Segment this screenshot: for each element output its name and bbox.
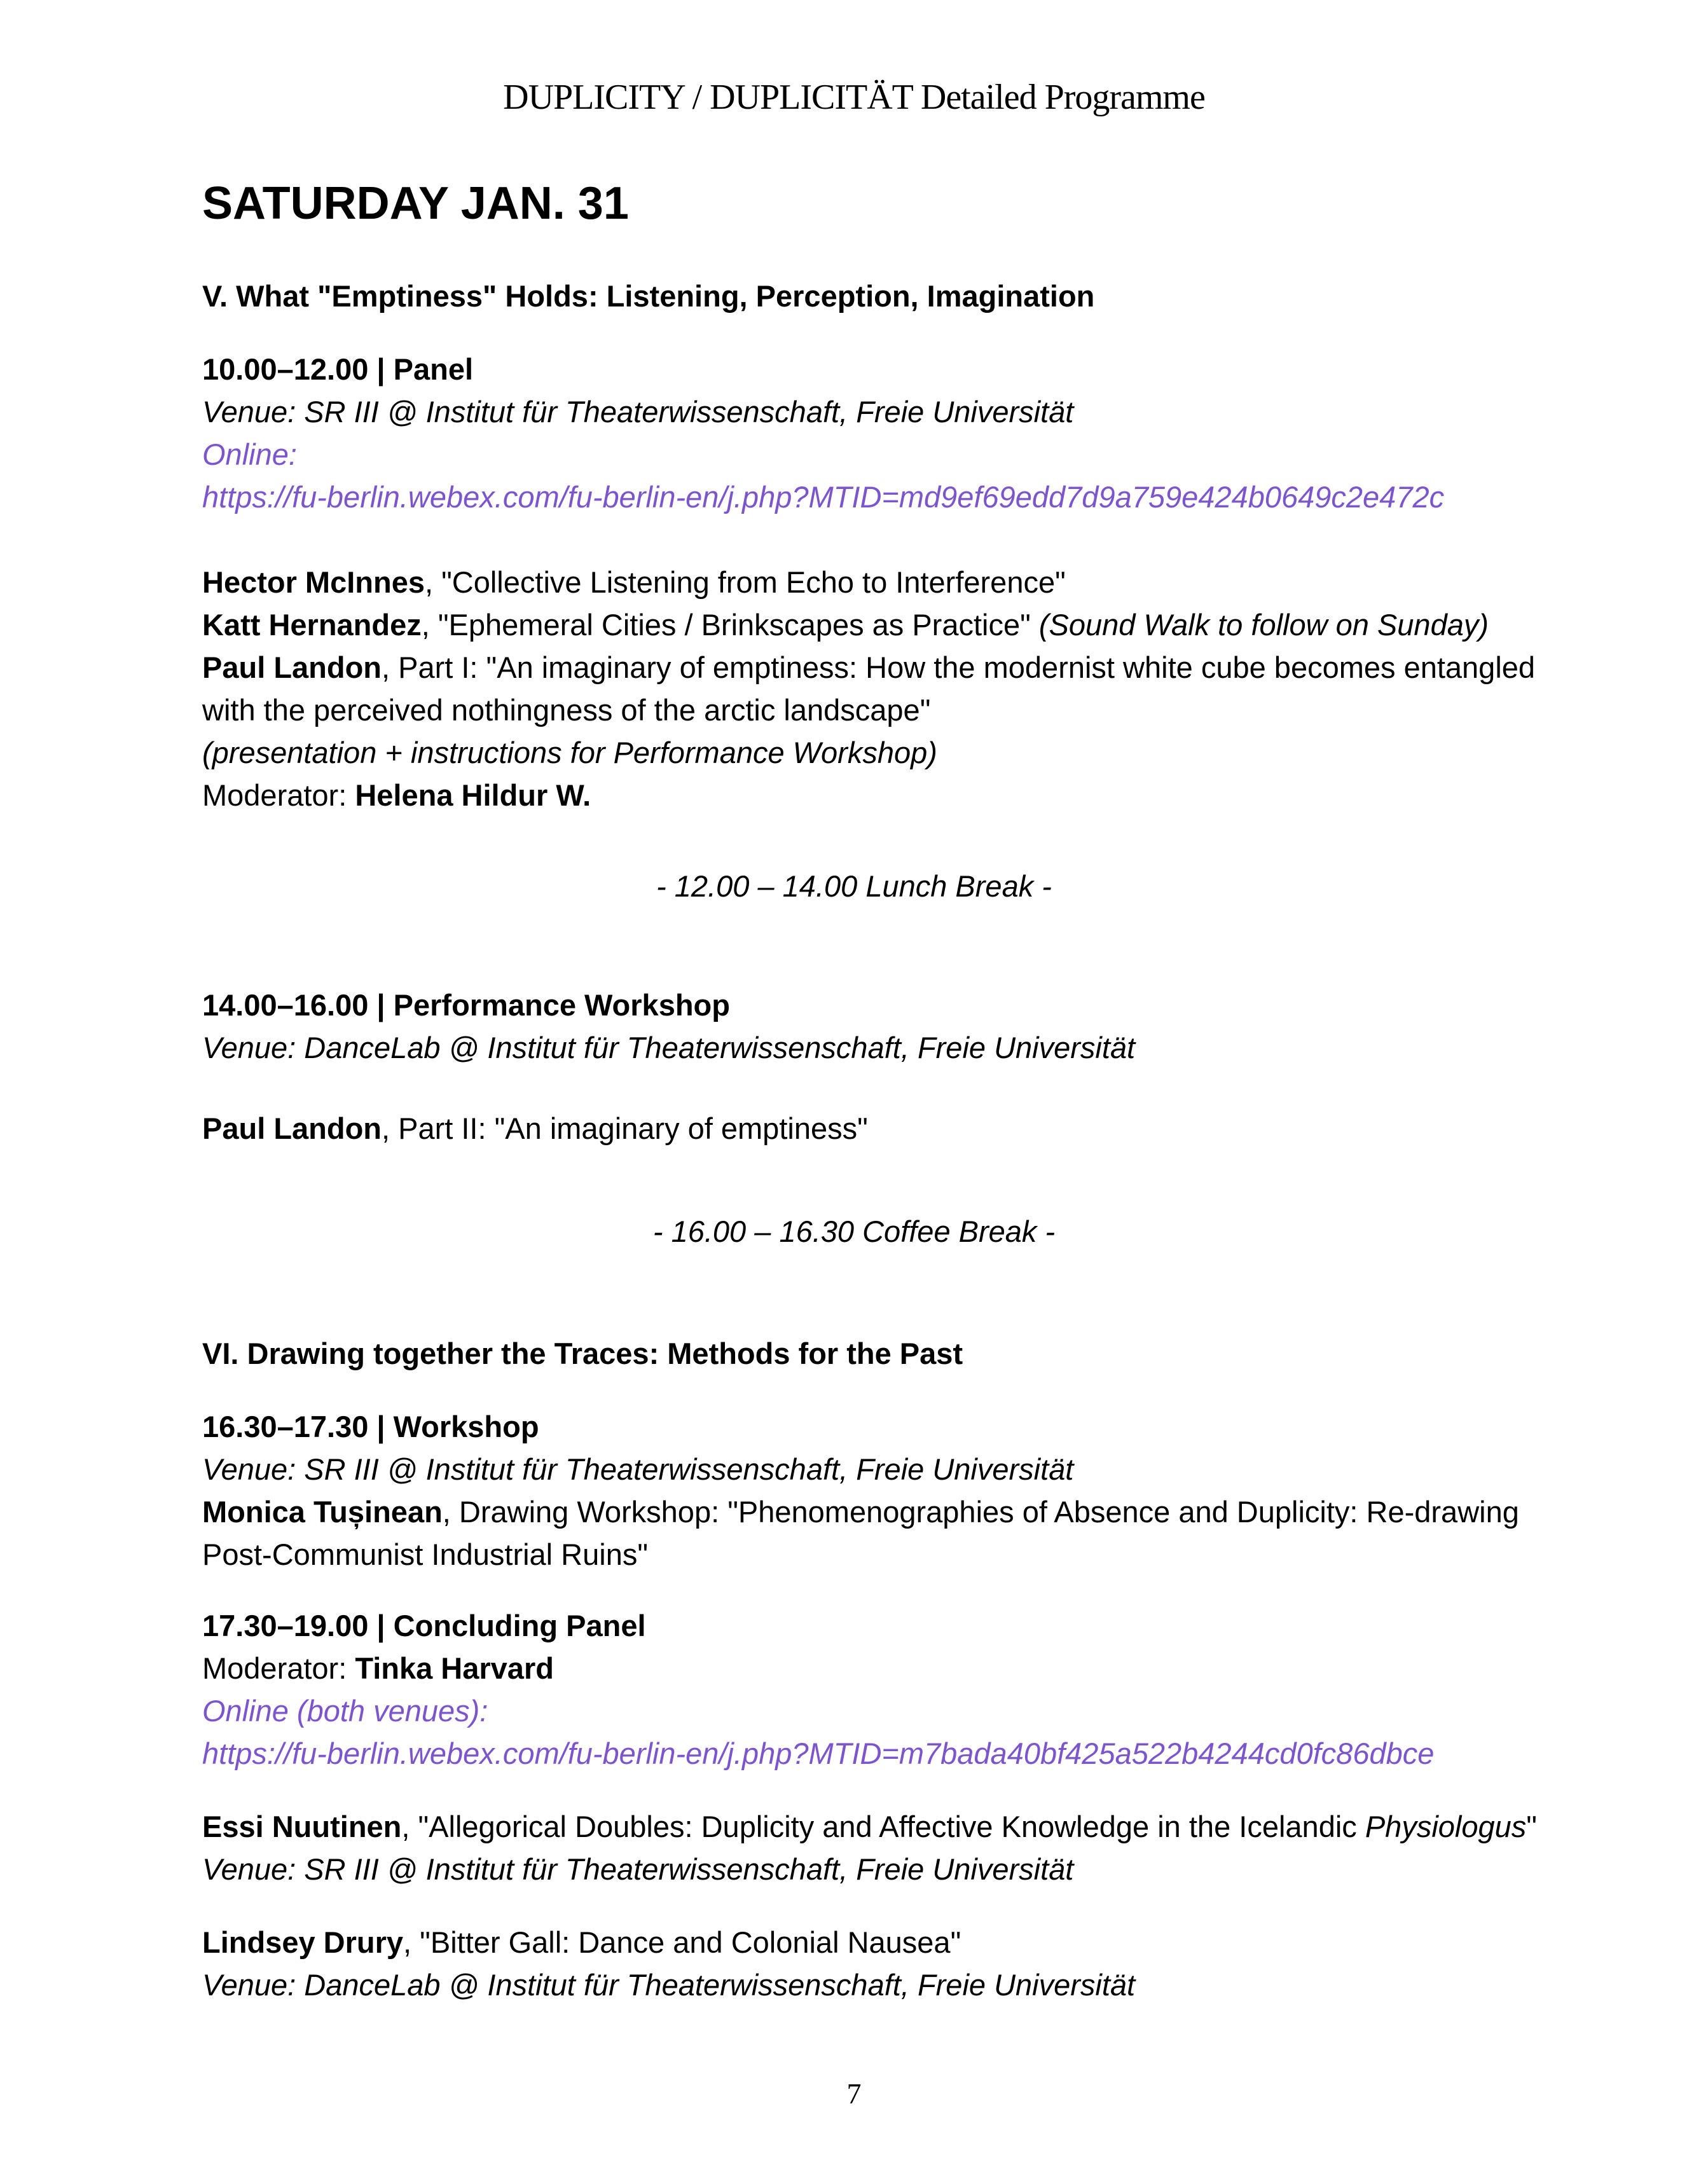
workshop-time: 16.30–17.30 | Workshop: [202, 1410, 539, 1443]
session-vi-heading: VI. Drawing together the Traces: Methods for the Past: [202, 1337, 963, 1370]
talk-title: , Drawing Workshop: "Phenomenographies of Absence and Duplicity: Re-drawing Post-Communist Industrial Ruins": [202, 1495, 1519, 1571]
speaker-name: Katt Hernandez: [202, 608, 422, 642]
moderator-line: [202, 774, 1550, 816]
concluding-panel-block: [202, 1604, 1552, 1775]
talk-title: , "Bitter Gall: Dance and Colonial Nausea": [403, 1925, 961, 1959]
talk-title: , Part II: "An imaginary of emptiness": [382, 1111, 868, 1145]
moderator-label: Moderator:: [202, 778, 355, 812]
drawing-workshop-block: [202, 1405, 1552, 1576]
moderator-line: [202, 1647, 1550, 1689]
panel-time: 10.00–12.00 | Panel: [202, 352, 474, 386]
online-link-line: [202, 476, 1550, 518]
webex-link-panel[interactable]: https://fu-berlin.webex.com/fu-berlin-en/j.php?MTID=md9ef69edd7d9a759e424b0649c2e472c: [202, 480, 1445, 514]
talk-note: (Sound Walk to follow on Sunday): [1038, 608, 1489, 642]
speaker-name: Essi Nuutinen: [202, 1810, 402, 1843]
talk-title: , Part I: "An imaginary of emptiness: How the modernist white cube becomes entangled with the perceived nothingness of the arctic landscape": [202, 650, 1536, 727]
speaker-name: Monica Tușinean: [202, 1495, 443, 1529]
webex-link-concluding[interactable]: https://fu-berlin.webex.com/fu-berlin-en/j.php?MTID=m7bada40bf425a522b4244cd0fc86dbce: [202, 1737, 1435, 1770]
moderator-name: Tinka Harvard: [355, 1651, 554, 1685]
talk-paul-part1: [202, 646, 1550, 731]
moderator-name: Helena Hildur W.: [355, 778, 591, 812]
workshop-venue: Venue: SR III @ Institut für Theaterwissenschaft, Freie Universität: [202, 1452, 1074, 1486]
talk-paul-part2: [202, 1107, 1550, 1150]
essi-block: [202, 1805, 1552, 1890]
talk-title-end: ": [1526, 1810, 1537, 1843]
talk-title-italic: Physiologus: [1365, 1810, 1527, 1843]
speaker-name: Paul Landon: [202, 650, 382, 684]
talk-essi: [202, 1805, 1550, 1848]
speaker-name: Lindsey Drury: [202, 1925, 404, 1959]
coffee-break: - 16.00 – 16.30 Coffee Break -: [652, 1214, 1056, 1248]
talk-monica: [202, 1490, 1550, 1576]
session-v-heading: V. What "Emptiness" Holds: Listening, Perception, Imagination: [202, 279, 1095, 313]
talk-hector: [202, 561, 1550, 603]
panel-venue: Venue: SR III @ Institut für Theaterwissenschaft, Freie Universität: [202, 395, 1074, 429]
talk-paul-note: (presentation + instructions for Performance Workshop): [202, 736, 937, 769]
panel-block: [202, 348, 1552, 518]
online-both-venues-label: Online (both venues):: [202, 1694, 488, 1728]
day-heading: SATURDAY JAN. 31: [202, 178, 629, 229]
concluding-time: 17.30–19.00 | Concluding Panel: [202, 1609, 646, 1642]
essi-venue: Venue: SR III @ Institut für Theaterwissenschaft, Freie Universität: [202, 1852, 1074, 1886]
talk-title: , "Collective Listening from Echo to Interference": [424, 565, 1066, 599]
talk-lindsey: [202, 1921, 1550, 1964]
online-link-line: [202, 1732, 1550, 1775]
talks-block: [202, 561, 1552, 816]
lindsey-block: [202, 1921, 1552, 2006]
lindsey-venue: Venue: DanceLab @ Institut für Theaterwissenschaft, Freie Universität: [202, 1968, 1136, 2002]
document-title: DUPLICITY / DUPLICITÄT Detailed Programme: [503, 78, 1205, 117]
lunch-break: - 12.00 – 14.00 Lunch Break -: [656, 869, 1052, 903]
talk-title: , "Ephemeral Cities / Brinkscapes as Practice": [421, 608, 1039, 642]
workshop-time: 14.00–16.00 | Performance Workshop: [202, 988, 730, 1022]
speaker-name: Paul Landon: [202, 1111, 382, 1145]
talk-katt: [202, 603, 1550, 646]
workshop-venue: Venue: DanceLab @ Institut für Theaterwissenschaft, Freie Universität: [202, 1031, 1136, 1064]
speaker-name: Hector McInnes: [202, 565, 425, 599]
page-number: 7: [846, 2077, 862, 2110]
talk-title: , "Allegorical Doubles: Duplicity and Affective Knowledge in the Icelandic: [401, 1810, 1365, 1843]
online-label: Online:: [202, 437, 297, 471]
performance-workshop-block: [202, 984, 1552, 1069]
moderator-label: Moderator:: [202, 1651, 355, 1685]
